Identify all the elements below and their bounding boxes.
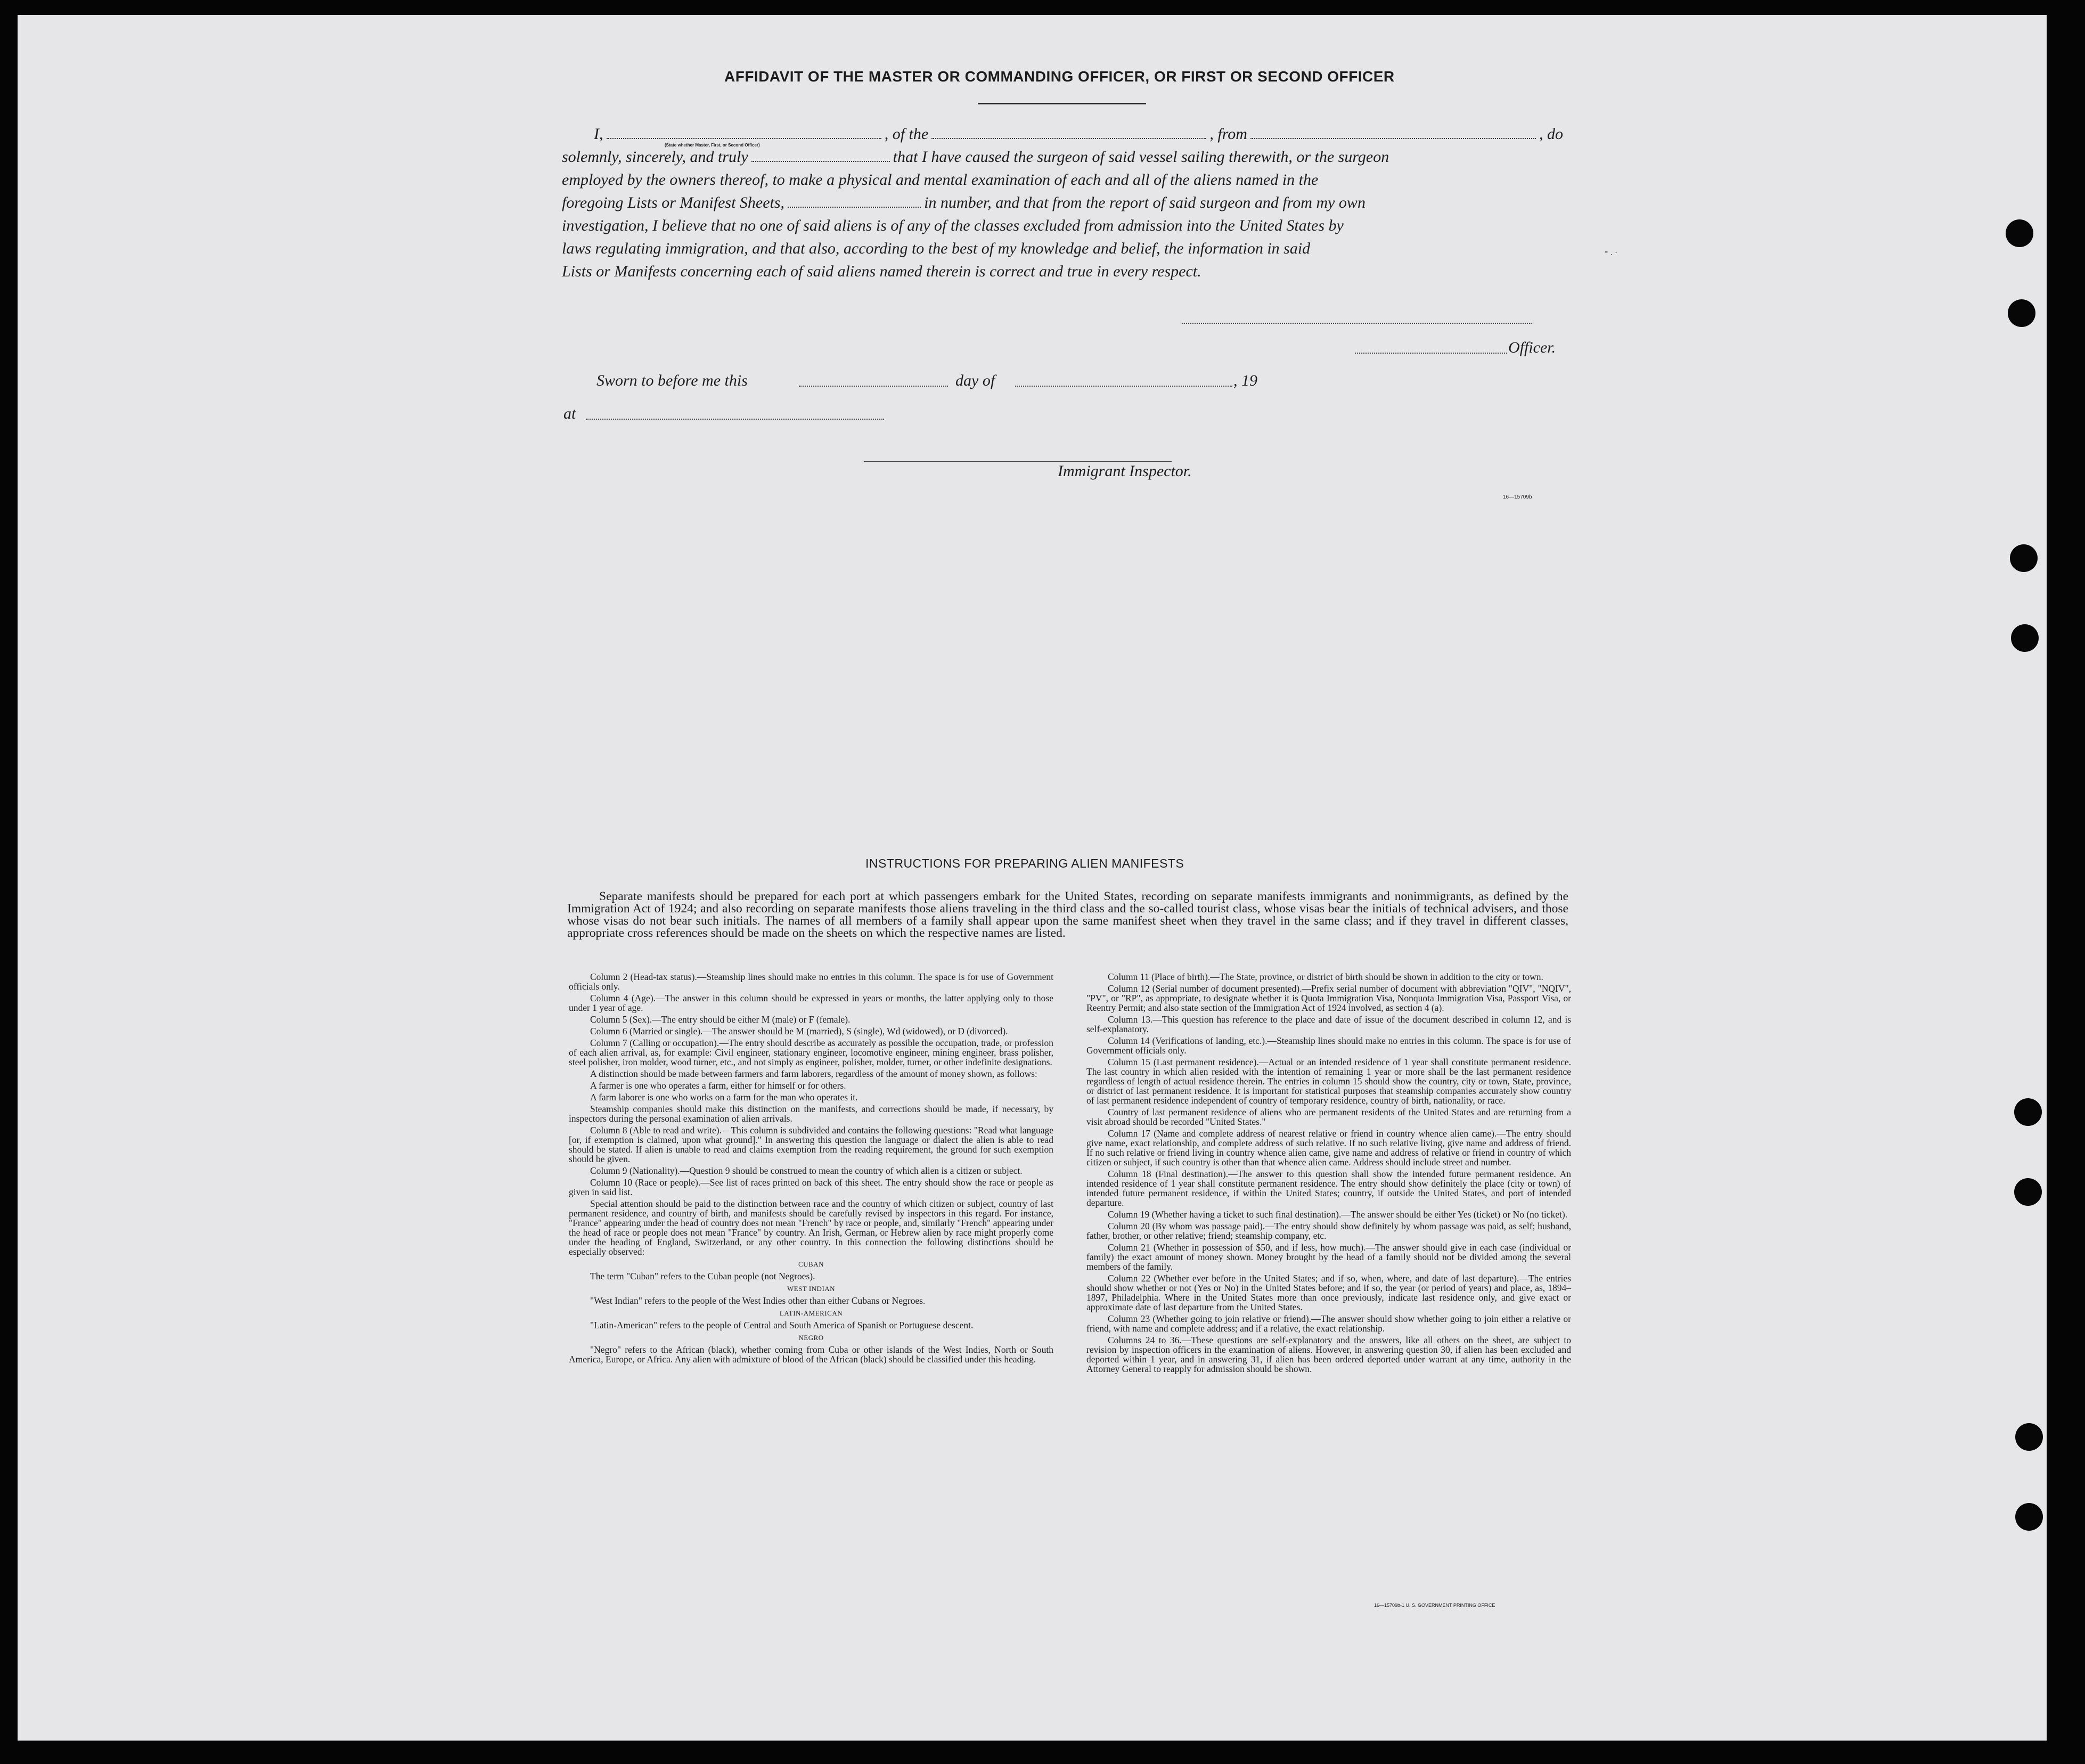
instructions-left-column — [569, 972, 1053, 1366]
printing-office-footer: 16—15709b-1 U. S. GOVERNMENT PRINTING OFFICE — [1374, 1603, 1495, 1608]
year-label: , 19 — [1233, 372, 1257, 389]
officer-label: Officer. — [1508, 339, 1556, 356]
text-investigation: investigation, I believe that no one of said aliens is of any of the classes excluded from admission into the United States by — [562, 217, 1344, 234]
left-para-13: Special attention should be paid to the distinction between race and the country of which citizen or subject, country of last permanent residence, and country of birth, and manifests should be carefully revised by inspectors in this regard. For instance, "France" appearing under the head of country does not mean "French" by race or people, and, similarly "French" appearing under the head of race or people does not mean "France" by country. An Irish, German, or Hebrew alien by race might properly come under the heading of England, Switzerland, or any other country. In this connection the following distinctions should be especially observed: — [569, 1198, 1053, 1257]
left-para-3: Column 5 (Sex).—The entry should be either M (male) or F (female). — [590, 1014, 851, 1025]
punch-hole-2 — [2008, 299, 2035, 327]
right-para-1: Column 11 (Place of birth).—The State, province, or district of birth should be shown in addition to the city or town. — [1108, 971, 1543, 982]
affidavit-line-1 — [562, 123, 1563, 145]
negro-para: "Negro" refers to the African (black), whether coming from Cuba or other islands of the West Indies, North or South America, Europe, or Africa. Any alien with admixture of blood of the African (black) should be classified under this heading. — [569, 1344, 1053, 1365]
punch-hole-8 — [2015, 1503, 2043, 1531]
officer-rank-field[interactable] — [607, 125, 881, 139]
right-para-7: Column 17 (Name and complete address of nearest relative or friend in country whence alien came).—The entry should give name, exact relationship, and complete address of such relative. If no such relative living, give name and address of friend. If no such relative or friend living in country whence alien came, give name and address of relative or friend in country of which citizen or subject, if such country is other than that whence alien came. Address should include street and number. — [1086, 1128, 1571, 1167]
right-para-13: Column 23 (Whether going to join relative or friend).—The answer should show whether going to join either a relative or friend, with name and complete address; and if a relative, the exact relationship. — [1086, 1313, 1571, 1334]
right-para-4: Column 14 (Verifications of landing, etc.).—Steamship lines should make no entries in this column. The space is for use of Government officials only. — [1086, 1035, 1571, 1056]
instructions-intro: Separate manifests should be prepared for each port at which passengers embark for the United States, recording on separate manifests immigrants and nonimmigrants, as defined by the Immigration Act of 1924; and also recording on separate manifests those aliens traveling in the third class and the so-called tourist class, whose visas bear the initials of technical advisers, and those whose visas do not bear such initials. The names of all members of a family shall appear upon the same manifest sheet when they travel in the same class; and if they travel in different classes, appropriate cross references should be made on the sheets on which the respective names are listed. — [567, 889, 1568, 940]
instructions-right-column — [1086, 972, 1571, 1376]
punch-hole-5 — [2014, 1098, 2042, 1126]
inspector-label: Immigrant Inspector. — [1058, 462, 1192, 480]
heading-west-indian: WEST INDIAN — [787, 1285, 836, 1293]
sworn-label: Sworn to before me this — [596, 372, 748, 389]
count-field[interactable] — [788, 194, 921, 208]
text-laws: laws regulating immigration, and that also, according to the best of my knowledge and belief, the information in said — [562, 240, 1311, 257]
affidavit-line-6 — [562, 237, 1563, 260]
affidavit-title: AFFIDAVIT OF THE MASTER OR COMMANDING OFFICER, OR FIRST OR SECOND OFFICER — [724, 68, 1395, 85]
form-number: 16—15709b — [1503, 494, 1532, 500]
left-para-9: Steamship companies should make this distinction on the manifests, and corrections should be made, if necessary, by inspectors during the personal examination of alien arrivals. — [569, 1104, 1053, 1124]
right-para-2: Column 12 (Serial number of document presented).—Prefix serial number of document with abbreviation "QIV", "NQIV", "PV", or "RP", as appropriate, to designate whether it is Quota Immigration Visa, Nonquota Immigration Visa, Passport Visa, or Reentry Permit; and also state section of the Immigration Act of 1924 involved, as section 4 (a). — [1086, 983, 1571, 1013]
right-para-14: Columns 24 to 36.—These questions are self-explanatory and the answers, like all others on the sheet, are subject to revision by inspection officers in the examination of aliens. However, in answering question 30, if alien has been excluded and deported within 1 year, and in answering 31, if alien has been ordered deported under warrant at any time, authority in the Attorney General to reapply for admission should be shown. — [1086, 1335, 1571, 1374]
left-para-11: Column 9 (Nationality).—Question 9 should be construed to mean the country of which alien is a citizen or subject. — [590, 1165, 1023, 1176]
text-foregoing: foregoing Lists or Manifest Sheets, — [562, 194, 785, 211]
west-indian-para: "West Indian" refers to the people of the West Indies other than either Cubans or Negroes. — [590, 1295, 926, 1306]
left-para-4: Column 6 (Married or single).—The answer should be M (married), S (single), Wd (widowed), or D (divorced). — [590, 1026, 1008, 1036]
affidavit-line-3 — [562, 168, 1563, 191]
sworn-day-field[interactable] — [799, 386, 948, 387]
right-para-5: Column 15 (Last permanent residence).—Actual or an intended residence of 1 year shall constitute permanent residence. The last country in which alien resided with the intention of remaining 1 year or more shall be the last permanent residence regardless of length of actual residence therein. The entries in column 15 should show the country, city or town, State, province, or district of last permanent residence. It is important for statistical purposes that steamship companies accurately show country of last permanent residence independent of country of temporary residence, country of birth, nationality, or race. — [1086, 1057, 1571, 1106]
right-para-12: Column 22 (Whether ever before in the United States; and if so, when, where, and date of last departure).—The entries should show whether or not (Yes or No) in the United States before; and if so, the year (or period of years) and place, as, 1894–1897, Philadelphia. Where in the United States more than once previously, indicate last residence only, and give exact or approximate date of last departure from the United States. — [1086, 1273, 1571, 1312]
heading-negro: NEGRO — [798, 1334, 824, 1342]
text-i: I, — [594, 125, 603, 143]
punch-hole-7 — [2015, 1423, 2043, 1451]
punch-hole-4 — [2011, 624, 2039, 652]
text-do: , do — [1539, 125, 1563, 143]
left-para-2: Column 4 (Age).—The answer in this column should be expressed in years or months, the latter applying only to those under 1 year of age. — [569, 993, 1053, 1013]
left-para-7: A farmer is one who operates a farm, either for himself or for others. — [590, 1080, 846, 1091]
stray-mark: ⁃ . · — [1604, 248, 1618, 257]
left-para-8: A farm laborer is one who works on a farm for the man who operates it. — [590, 1092, 858, 1102]
heading-cuban: CUBAN — [798, 1260, 824, 1268]
right-para-11: Column 21 (Whether in possession of $50, and if less, how much).—The answer should give in each case (individual or family) the exact amount of money shown. Money brought by the head of a family should not be divided among the several members of the family. — [1086, 1242, 1571, 1272]
right-para-10: Column 20 (By whom was passage paid).—The entry should show definitely by whom passage was paid, as self; husband, father, brother, or other relative; friend; steamship company, etc. — [1086, 1221, 1571, 1241]
right-para-8: Column 18 (Final destination).—The answer to this question shall show the intended future permanent residence. An intended residence of 1 year shall constitute permanent residence. The entry should show definitely the place (city or town) of intended future permanent residence, if within the United States; country, if outside the United States, and port of intended departure. — [1086, 1169, 1571, 1208]
right-para-3: Column 13.—This question has reference to the place and date of issue of the document described in column 12, and is self-explanatory. — [1086, 1014, 1571, 1034]
cuban-para: The term "Cuban" refers to the Cuban people (not Negroes). — [590, 1271, 815, 1281]
text-employed: employed by the owners thereof, to make a physical and mental examination of each and all of the aliens named in the — [562, 171, 1319, 189]
port-field[interactable] — [1250, 125, 1536, 139]
affidavit-line-4 — [562, 191, 1563, 214]
text-solemnly: solemnly, sincerely, and truly — [562, 148, 748, 166]
right-para-6: Country of last permanent residence of aliens who are permanent residents of the United States and are returning from a visit abroad should be recorded "United States." — [1086, 1107, 1571, 1127]
vessel-name-field[interactable] — [931, 125, 1206, 139]
affidavit-line-7 — [562, 260, 1563, 283]
left-para-5: Column 7 (Calling or occupation).—The entry should describe as accurately as possible the occupation, trade, or profession of each alien arrival, as, for example: Civil engineer, stationary engineer, locomotive engineer, mining engineer, brass polisher, steel polisher, iron molder, wood turner, etc., and not simply as engineer, polisher, molder, turner, or other indefinite designations. — [569, 1038, 1053, 1067]
at-label: at — [563, 405, 576, 422]
text-lists: Lists or Manifests concerning each of said aliens named therein is correct and true in every respect. — [562, 263, 1201, 280]
punch-hole-1 — [2006, 219, 2033, 247]
text-from: , from — [1209, 125, 1247, 143]
text-of-the: , of the — [884, 125, 929, 143]
left-para-10: Column 8 (Able to read and write).—This column is subdivided and contains the following questions: "Read what language [or, if exemption is claimed, upon what ground]." In answering this question the language or dialect the alien is able to read should be stated. If alien is unable to read and claims exemption from the reading requirement, the ground for such exemption should be given. — [569, 1125, 1053, 1164]
text-in-number: in number, and that from the report of said surgeon and from my own — [924, 194, 1366, 211]
punch-hole-6 — [2014, 1178, 2042, 1206]
left-para-6: A distinction should be made between farmers and farm laborers, regardless of the amount of money shown, as follows: — [590, 1068, 1037, 1079]
heading-latin-american: LATIN-AMERICAN — [779, 1309, 843, 1317]
affidavit-line-2 — [562, 145, 1563, 168]
inspector-signature-line[interactable] — [864, 461, 1172, 462]
rank-note: (State whether Master, First, or Second Officer) — [665, 143, 760, 148]
officer-title-field[interactable] — [1355, 353, 1507, 354]
left-para-1: Column 2 (Head-tax status).—Steamship lines should make no entries in this column. The space is for use of Government officials only. — [569, 971, 1053, 992]
swear-field[interactable] — [751, 148, 890, 162]
title-rule — [978, 103, 1146, 104]
sworn-month-field[interactable] — [1015, 386, 1232, 387]
signature-line[interactable] — [1182, 323, 1532, 324]
text-surgeon: that I have caused the surgeon of said vessel sailing therewith, or the surgeon — [893, 148, 1389, 166]
day-of-label: day of — [955, 372, 995, 389]
instructions-title: INSTRUCTIONS FOR PREPARING ALIEN MANIFESTS — [865, 856, 1184, 870]
latin-american-para: "Latin-American" refers to the people of Central and South America of Spanish or Portuguese descent. — [590, 1320, 974, 1330]
sworn-place-field[interactable] — [586, 419, 884, 420]
left-para-12: Column 10 (Race or people).—See list of races printed on back of this sheet. The entry should show the race or people as given in said list. — [569, 1177, 1053, 1197]
affidavit-line-5 — [562, 214, 1563, 237]
right-para-9: Column 19 (Whether having a ticket to such final destination).—The answer should be either Yes (ticket) or No (no ticket). — [1108, 1209, 1568, 1220]
punch-hole-3 — [2010, 544, 2038, 572]
